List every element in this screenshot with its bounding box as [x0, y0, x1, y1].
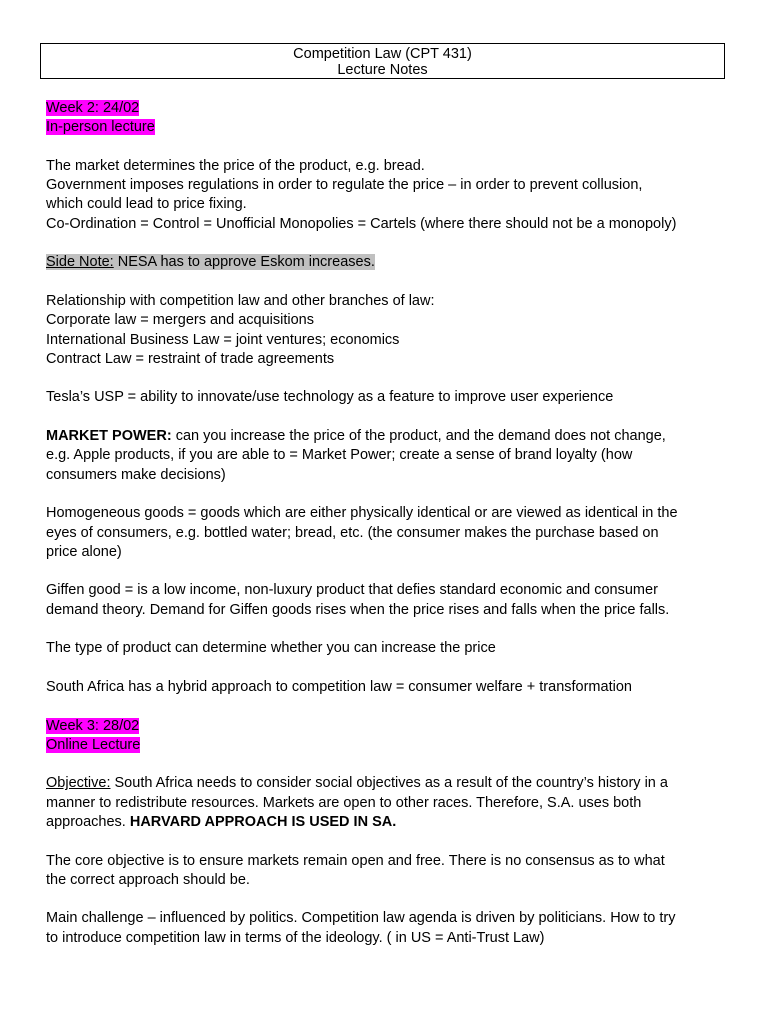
market-power-paragraph	[46, 427, 736, 446]
objective-last-line	[46, 813, 736, 832]
title-box	[40, 43, 725, 79]
week3-heading: Week 3: 28/02	[46, 717, 140, 734]
objective-label: Objective:	[46, 775, 111, 792]
text-line: consumers make decisions)	[46, 466, 226, 483]
text-line: The type of product can determine whether you can increase the price	[46, 640, 496, 657]
text-line: to introduce competition law in terms of the ideology. ( in US = Anti-Trust Law)	[46, 929, 545, 946]
text-line: e.g. Apple products, if you are able to = Market Power; create a sense of brand loyalty (how	[46, 447, 633, 464]
text-line: eyes of consumers, e.g. bottled water; bread, etc. (the consumer makes the purchase based on	[46, 524, 659, 541]
harvard-emphasis: HARVARD APPROACH IS USED IN SA.	[129, 813, 397, 830]
market-power-label: MARKET POWER:	[46, 428, 172, 445]
text-line: Relationship with competition law and other branches of law:	[46, 292, 435, 309]
text-line: which could lead to price fixing.	[46, 196, 247, 213]
text-line: Giffen good = is a low income, non-luxury product that defies standard economic and consumer	[46, 582, 658, 599]
text-line: Homogeneous goods = goods which are either physically identical or are viewed as identical in the	[46, 505, 678, 522]
week2-mode: In-person lecture	[46, 119, 155, 136]
text-line: South Africa needs to consider social objectives as a result of the country’s history in a	[110, 775, 668, 792]
text-line: International Business Law = joint ventures; economics	[46, 331, 400, 348]
side-note-text: NESA has to approve Eskom increases.	[113, 254, 375, 271]
week2-heading: Week 2: 24/02	[46, 100, 140, 116]
text-line: Corporate law = mergers and acquisitions	[46, 312, 314, 329]
text-line: price alone)	[46, 543, 122, 560]
text-line: the correct approach should be.	[46, 871, 250, 888]
text-line: The market determines the price of the product, e.g. bread.	[46, 157, 425, 174]
text-line: Government imposes regulations in order to regulate the price – in order to prevent collusion,	[46, 177, 643, 194]
text-line: can you increase the price of the product, and the demand does not change,	[171, 428, 666, 445]
text-line: The core objective is to ensure markets remain open and free. There is no consensus as to what	[46, 852, 665, 869]
text-line: Contract Law = restraint of trade agreements	[46, 350, 335, 367]
text-line: Co-Ordination = Control = Unofficial Monopolies = Cartels (where there should not be a monopoly)	[46, 215, 677, 232]
text-line: Tesla’s USP = ability to innovate/use technology as a feature to improve user experience	[46, 389, 614, 406]
side-note-label: Side Note:	[46, 254, 114, 271]
text-line: manner to redistribute resources. Markets are open to other races. Therefore, S.A. uses both	[46, 794, 642, 811]
notes-body	[46, 99, 736, 948]
text-line: demand theory. Demand for Giffen goods rises when the price rises and falls when the price falls.	[46, 601, 670, 618]
objective-paragraph	[46, 774, 736, 793]
text-line: South Africa has a hybrid approach to competition law = consumer welfare + transformation	[46, 678, 632, 695]
course-title: Competition Law (CPT 431)	[293, 46, 472, 62]
text-line: approaches.	[46, 813, 130, 830]
text-line: Main challenge – influenced by politics. Competition law agenda is driven by politicians. How to try	[46, 910, 676, 927]
document-subtitle: Lecture Notes	[337, 62, 428, 78]
side-note	[46, 253, 736, 272]
week3-mode: Online Lecture	[46, 736, 141, 753]
